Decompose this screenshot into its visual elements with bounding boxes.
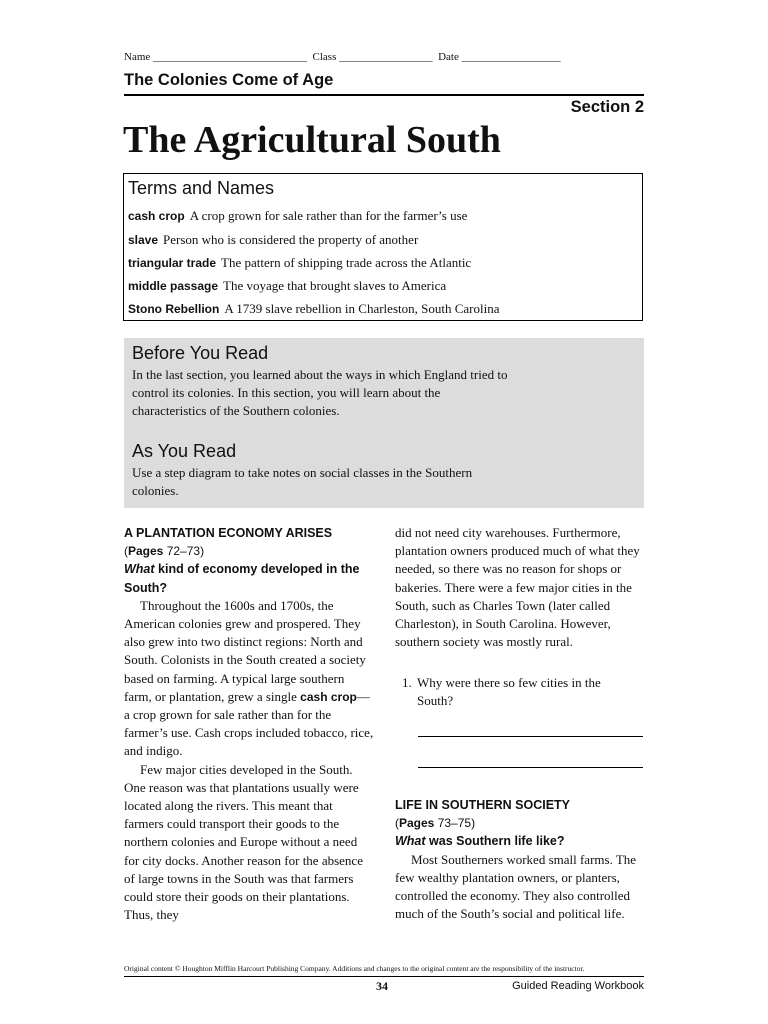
as-you-read-text — [132, 464, 562, 500]
section-heading: A PLANTATION ECONOMY ARISES — [124, 526, 333, 540]
pages-label: Pages — [399, 816, 435, 831]
focus-question-rest: kind of economy developed in the South? — [124, 562, 360, 595]
paragraph: Most Southerners worked small farms. The few wealthy plantation owners, or planters, controlled the economy. They also controlled much of the South’s social and political life. — [395, 851, 637, 922]
unit-title: The Colonies Come of Age — [124, 71, 334, 89]
right-column-section — [395, 796, 645, 923]
focus-question-rest: was Southern life like? — [425, 834, 565, 849]
paragraph: Few major cities developed in the South. One reason was that plantations usually were located along the rivers. This meant that farmers could transport their goods to the northern colonies and Europe without a need for city docks. Another reason for the absence of large towns in the South was that farmers could store their goods on their plantations. Thus, they — [124, 761, 363, 923]
left-column — [124, 524, 374, 924]
focus-question — [124, 560, 374, 596]
as-you-read-heading: As You Read — [132, 441, 237, 461]
term-definition: The voyage that brought slaves to America — [223, 278, 447, 293]
text-line: control its colonies. In this section, you will learn about the — [132, 385, 441, 400]
workbook-title: Guided Reading Workbook — [512, 980, 644, 992]
text-line: colonies. — [132, 483, 179, 498]
paragraph-text: —a crop grown for sale rather than for the farmer’s use. Cash crops included tobacco, rice, and indigo. — [124, 688, 374, 759]
term-name: middle passage — [128, 279, 219, 293]
term-row — [128, 232, 418, 248]
before-you-read-heading: Before You Read — [132, 343, 269, 363]
focus-question — [395, 832, 645, 850]
right-column-continuation — [395, 524, 645, 651]
pages-reference: (Pages 72–73) — [124, 544, 205, 559]
paragraph-text: Throughout the 1600s and 1700s, the American colonies grew and prospered. They also grew into two distinct regions: North and South. Colonists in the South created a society based on farming. A typical large southern farm, or plantation, grew a single — [124, 597, 366, 704]
before-you-read-text — [132, 366, 562, 420]
text-line: Use a step diagram to take notes on social classes in the Southern — [132, 465, 473, 480]
copyright-note: Original content © Houghton Mifflin Harcourt Publishing Company. Additions and changes to the original content are the responsibility of the instructor. — [124, 964, 585, 973]
term-name: triangular trade — [128, 256, 217, 270]
text-line: characteristics of the Southern colonies. — [132, 403, 340, 418]
paragraph: did not need city warehouses. Furthermore, plantation owners produced much of what they needed, so there was no reason for shops or bakeries. There were a few major cities in the South, such as Charles Town (later called Charleston), in South Carolina. However, southern society was mostly rural. — [395, 525, 640, 650]
pages-range: 73–75) — [434, 816, 476, 831]
focus-question-lead: What — [124, 562, 155, 577]
question-text: Why were there so few cities in the — [417, 675, 601, 690]
pages-range: 72–73) — [163, 544, 205, 559]
keyword: cash crop — [300, 689, 357, 704]
term-definition: Person who is considered the property of another — [163, 232, 419, 247]
term-definition: A crop grown for sale rather than for the farmer’s use — [189, 208, 468, 223]
term-name: Stono Rebellion — [128, 302, 220, 316]
page-number: 34 — [376, 979, 388, 993]
question-1 — [402, 674, 642, 710]
term-row — [128, 301, 499, 317]
focus-question-lead: What — [395, 834, 426, 849]
answer-line[interactable] — [418, 767, 643, 768]
header-rule — [124, 94, 644, 96]
pages-label: Pages — [128, 544, 164, 559]
name-class-date-line: Name ____________________________ Class _________________ Date __________________ — [124, 51, 561, 63]
footer-rule — [124, 976, 644, 977]
section-label: Section 2 — [570, 98, 644, 116]
term-definition: A 1739 slave rebellion in Charleston, South Carolina — [224, 301, 500, 316]
question-number: 1. — [402, 675, 412, 690]
term-row — [128, 255, 471, 271]
term-name: cash crop — [128, 209, 185, 223]
question-text: South? — [417, 693, 454, 709]
paragraph — [124, 597, 374, 761]
term-row — [128, 208, 467, 224]
terms-heading: Terms and Names — [128, 178, 275, 198]
pages-reference: (Pages 73–75) — [395, 816, 476, 831]
term-definition: The pattern of shipping trade across the Atlantic — [221, 255, 472, 270]
page-title: The Agricultural South — [123, 119, 501, 161]
term-row — [128, 278, 446, 294]
answer-line[interactable] — [418, 736, 643, 737]
term-name: slave — [128, 233, 159, 247]
text-line: In the last section, you learned about the ways in which England tried to — [132, 367, 508, 382]
section-heading: LIFE IN SOUTHERN SOCIETY — [395, 798, 571, 812]
